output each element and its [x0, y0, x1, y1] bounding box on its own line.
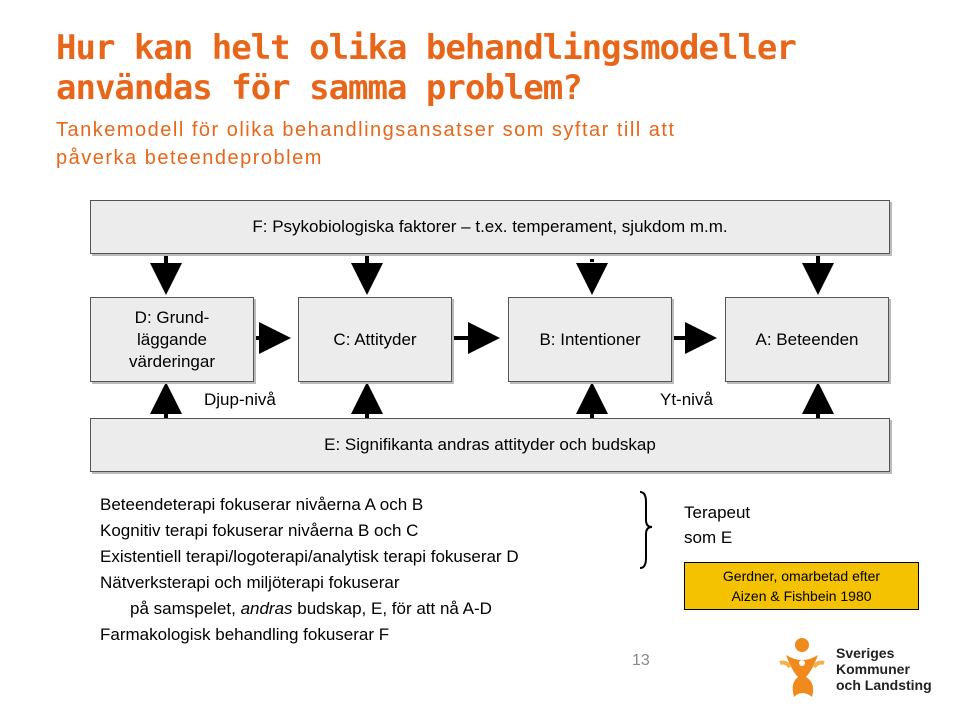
reference-box: [684, 562, 919, 610]
list-item-part: budskap, E, för att nå A-D: [292, 599, 492, 618]
skl-logo-text: [836, 645, 932, 693]
label-surface-level: Yt-nivå: [660, 390, 713, 409]
therapist-line-2: som E: [684, 528, 733, 547]
list-item: Farmakologisk behandling fokuserar F: [100, 625, 390, 644]
reference-line-1: Gerdner, omarbetad efter: [722, 568, 881, 584]
list-item: [100, 596, 519, 622]
skl-logo-icon: [772, 633, 832, 703]
logo-line-3: och Landsting: [836, 677, 932, 693]
label-deep-level: Djup-nivå: [204, 390, 276, 409]
box-e-significant-others: [90, 418, 890, 472]
therapy-list: [100, 492, 519, 648]
box-d-line-1: D: Grund-: [134, 307, 210, 327]
box-e-label: E: Signifikanta andras attityder och budskap: [324, 435, 656, 454]
logo-line-1: Sveriges: [836, 645, 895, 661]
list-item: Beteendeterapi fokuserar nivåerna A och B: [100, 495, 424, 514]
box-b-label: B: Intentioner: [539, 329, 641, 349]
box-a-label: A: Beteenden: [755, 329, 859, 349]
box-f-label: F: Psykobiologiska faktorer – t.ex. temperament, sjukdom m.m.: [252, 217, 728, 236]
reference-line-2: Aizen & Fishbein 1980: [731, 588, 872, 604]
box-d-values: [90, 297, 254, 382]
box-b-intentions: [508, 297, 672, 382]
therapist-line-1: Terapeut: [684, 503, 751, 522]
therapist-note: [684, 500, 750, 550]
box-a-behaviours: [725, 297, 889, 382]
subtitle-line-1: Tankemodell för olika behandlingsansatser som syftar till att: [56, 119, 676, 141]
box-f-psychobiological: [90, 200, 890, 254]
box-d-line-2: läggande: [137, 329, 207, 349]
logo-line-2: Kommuner: [836, 661, 910, 677]
title-line-1: Hur kan helt olika behandlingsmodeller: [56, 28, 796, 68]
title-line-2: användas för samma problem?: [56, 68, 582, 108]
list-item-part: på samspelet,: [130, 599, 241, 618]
list-item-emphasis: andras: [240, 599, 293, 618]
page-number: 13: [632, 652, 650, 669]
brace: [640, 492, 652, 568]
box-c-label: C: Attityder: [333, 329, 417, 349]
list-item: Kognitiv terapi fokuserar nivåerna B och C: [100, 521, 419, 540]
box-c-attitudes: [298, 297, 452, 382]
box-d-line-3: värderingar: [129, 351, 215, 371]
list-item: Nätverksterapi och miljöterapi fokuserar: [100, 573, 400, 592]
list-item: Existentiell terapi/logoterapi/analytisk terapi fokuserar D: [100, 547, 519, 566]
subtitle-line-2: påverka beteendeproblem: [56, 147, 323, 169]
